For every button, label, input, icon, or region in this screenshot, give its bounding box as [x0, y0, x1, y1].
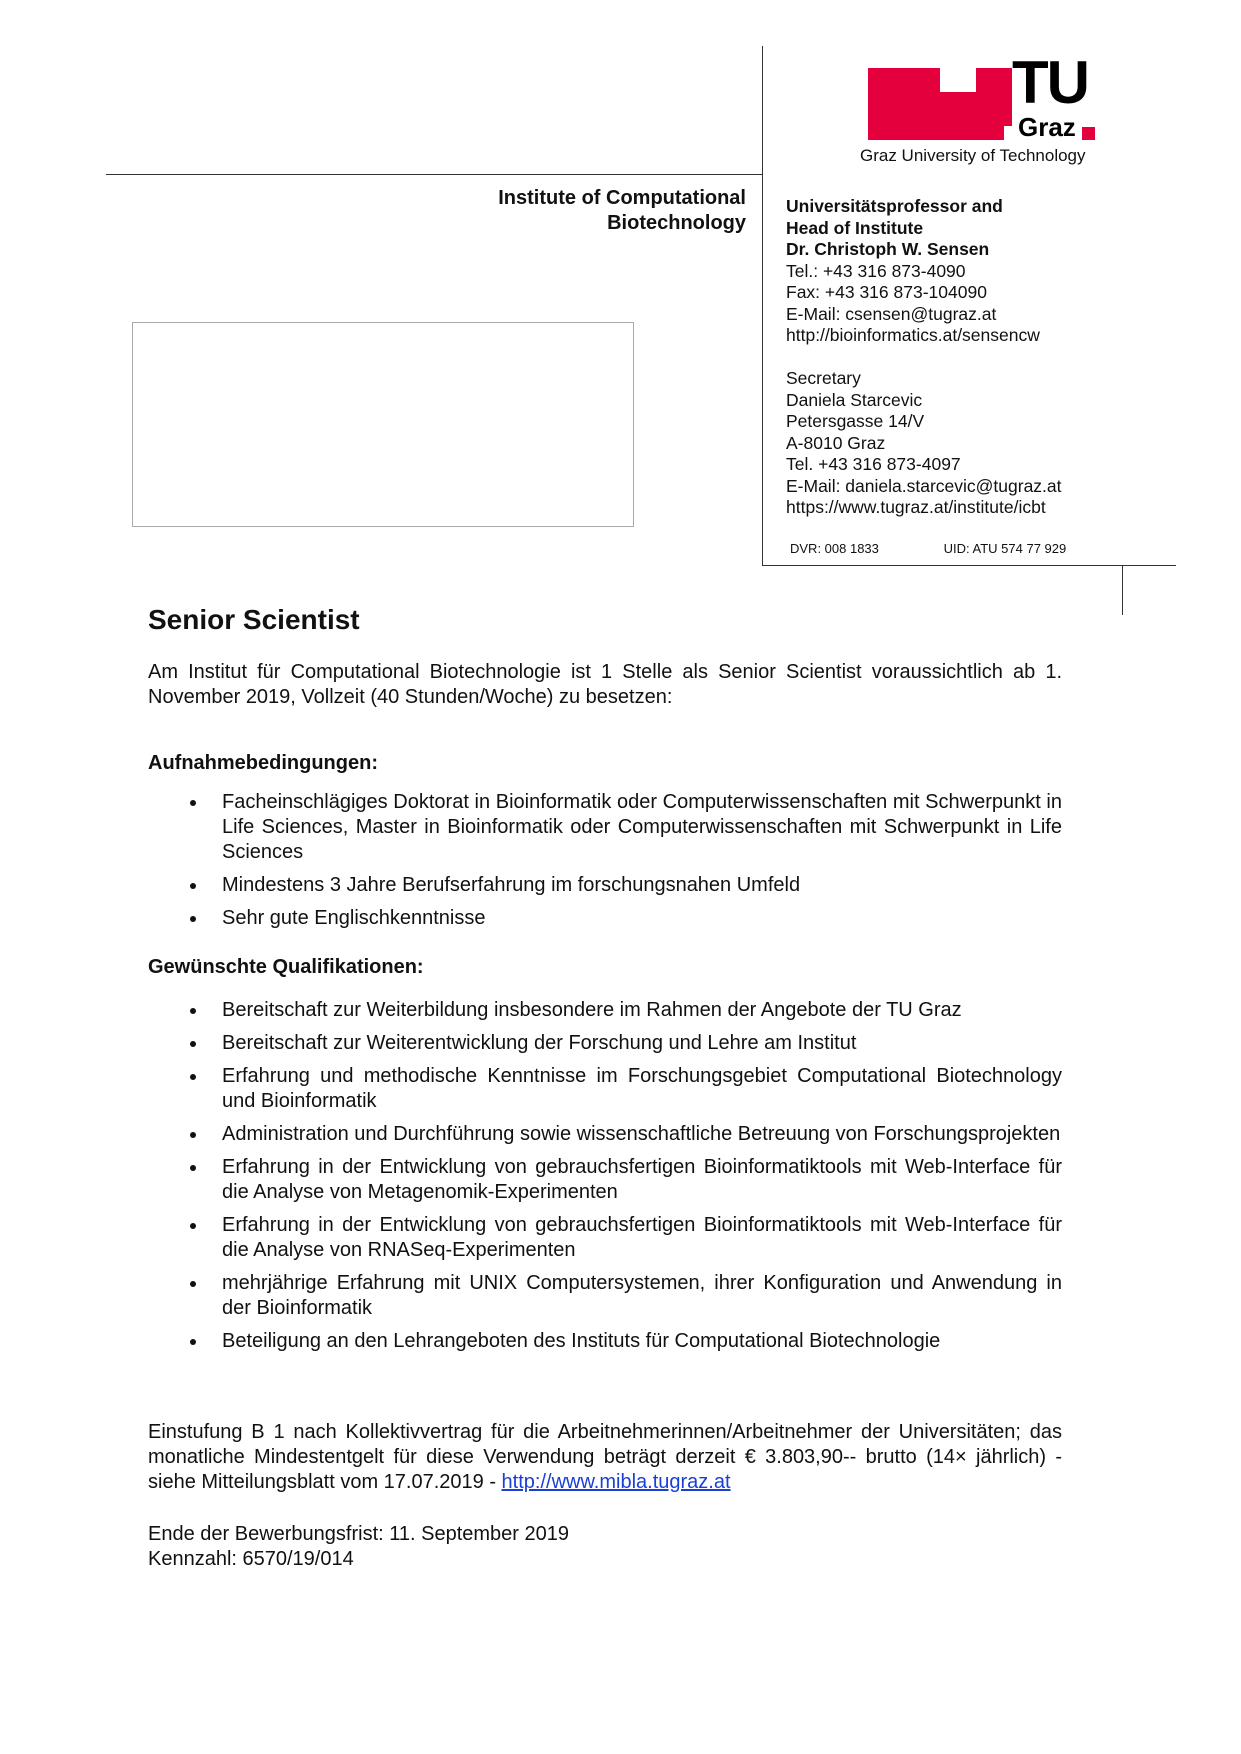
salary-text: Einstufung B 1 nach Kollektivvertrag für die Arbeitnehmerinnen/Arbeitnehmer der Universitäten; das monatliche Mindestentgelt für diese Verwendung beträgt derzeit € 3.803,90-- brutto (14× jährlich) - siehe Mitteilungsblatt vom 17.07.2019 - [148, 1421, 1062, 1493]
bullet-icon [190, 1165, 196, 1171]
logo-graz: Graz [1018, 112, 1076, 142]
uid-number: UID: ATU 574 77 929 [943, 541, 1067, 556]
secretary-city: A-8010 Graz [786, 432, 886, 453]
list-item: Beteiligung an den Lehrangeboten des Instituts für Computational Biotechnologie [148, 1329, 1062, 1354]
list-item: mehrjährige Erfahrung mit UNIX Computersystemen, ihrer Konfiguration und Anwendung in der Bioinformatik [148, 1271, 1062, 1321]
secretary-label: Secretary [786, 368, 861, 388]
bullet-icon [190, 1223, 196, 1229]
list-item: Sehr gute Englischkenntnisse [148, 906, 1062, 931]
contact-fax: Fax: +43 316 873-104090 [786, 282, 987, 302]
contact-bottom-rule [762, 565, 1176, 566]
contact-title-2: Head of Institute [786, 217, 924, 238]
reference-number: Kennzahl: 6570/19/014 [148, 1548, 354, 1570]
contact-title-1: Universitätsprofessor and [786, 196, 1003, 216]
section-requirements-heading: Aufnahmebedingungen: [148, 752, 378, 774]
secretary-web[interactable]: https://www.tugraz.at/institute/icbt [786, 497, 1046, 517]
salary-paragraph [148, 1420, 1062, 1495]
secretary-street: Petersgasse 14/V [786, 411, 925, 431]
bullet-icon [190, 1074, 196, 1080]
bullet-icon [190, 916, 196, 922]
contact-right-divider [1122, 565, 1123, 615]
dvr-number: DVR: 008 1833 [790, 541, 879, 556]
institute-line-2: Biotechnology [607, 212, 746, 234]
secretary-email[interactable]: E-Mail: daniela.starcevic@tugraz.at [786, 475, 1062, 496]
bullet-icon [190, 800, 196, 806]
bullet-icon [190, 1339, 196, 1345]
header-rule [106, 174, 762, 175]
mibla-link[interactable]: http://www.mibla.tugraz.at [501, 1471, 731, 1493]
qualifications-list [148, 998, 1062, 1362]
bullet-icon [190, 883, 196, 889]
logo-square [1082, 127, 1095, 140]
bullet-icon [190, 1281, 196, 1287]
header-divider-vertical [762, 46, 763, 566]
secretary-tel: Tel. +43 316 873-4097 [786, 454, 961, 474]
contact-name: Dr. Christoph W. Sensen [786, 239, 990, 259]
tu-graz-logo [860, 49, 1100, 172]
contact-web[interactable]: http://bioinformatics.at/sensencw [786, 325, 1040, 345]
bullet-icon [190, 1008, 196, 1014]
list-item: Facheinschlägiges Doktorat in Bioinformatik oder Computerwissenschaften mit Schwerpunkt in Life Sciences, Master in Bioinformatik oder Computerwissenschaften mit Schwerpunkt in Life Sciences [148, 790, 1062, 865]
deadline-text: Ende der Bewerbungsfrist: 11. September 2019 [148, 1523, 569, 1545]
contact-tel: Tel.: +43 316 873-4090 [786, 260, 966, 281]
requirements-list [148, 790, 1062, 939]
intro-paragraph: Am Institut für Computational Biotechnologie ist 1 Stelle als Senior Scientist voraussichtlich ab 1. November 2019, Vollzeit (40 Stunden/Woche) zu besetzen: [148, 661, 1062, 708]
page-title: Senior Scientist [148, 604, 360, 635]
list-item: Bereitschaft zur Weiterbildung insbesondere im Rahmen der Angebote der TU Graz [148, 998, 1062, 1023]
list-item: Administration und Durchführung sowie wissenschaftliche Betreuung von Forschungsprojekten [148, 1122, 1062, 1147]
list-item: Mindestens 3 Jahre Berufserfahrung im forschungsnahen Umfeld [148, 873, 1062, 898]
bullet-icon [190, 1132, 196, 1138]
institute-line-1: Institute of Computational [498, 187, 746, 209]
secretary-name: Daniela Starcevic [786, 389, 923, 410]
bullet-icon [190, 1041, 196, 1047]
registration-ids [790, 541, 1066, 556]
institute-name [420, 186, 746, 236]
list-item: Erfahrung in der Entwicklung von gebrauchsfertigen Bioinformatiktools mit Web-Interface für die Analyse von Metagenomik-Experimenten [148, 1155, 1062, 1205]
contact-email[interactable]: E-Mail: csensen@tugraz.at [786, 303, 997, 324]
address-window [132, 322, 634, 527]
list-item: Bereitschaft zur Weiterentwicklung der Forschung und Lehre am Institut [148, 1031, 1062, 1056]
section-qualifications-heading: Gewünschte Qualifikationen: [148, 956, 424, 978]
list-item: Erfahrung und methodische Kenntnisse im Forschungsgebiet Computational Biotechnology und Bioinformatik [148, 1064, 1062, 1114]
contact-block [786, 196, 1062, 519]
logo-university-name: Graz University of Technology [860, 146, 1086, 165]
logo-tu: TU [1012, 49, 1088, 116]
list-item: Erfahrung in der Entwicklung von gebrauchsfertigen Bioinformatiktools mit Web-Interface für die Analyse von RNASeq-Experimenten [148, 1213, 1062, 1263]
